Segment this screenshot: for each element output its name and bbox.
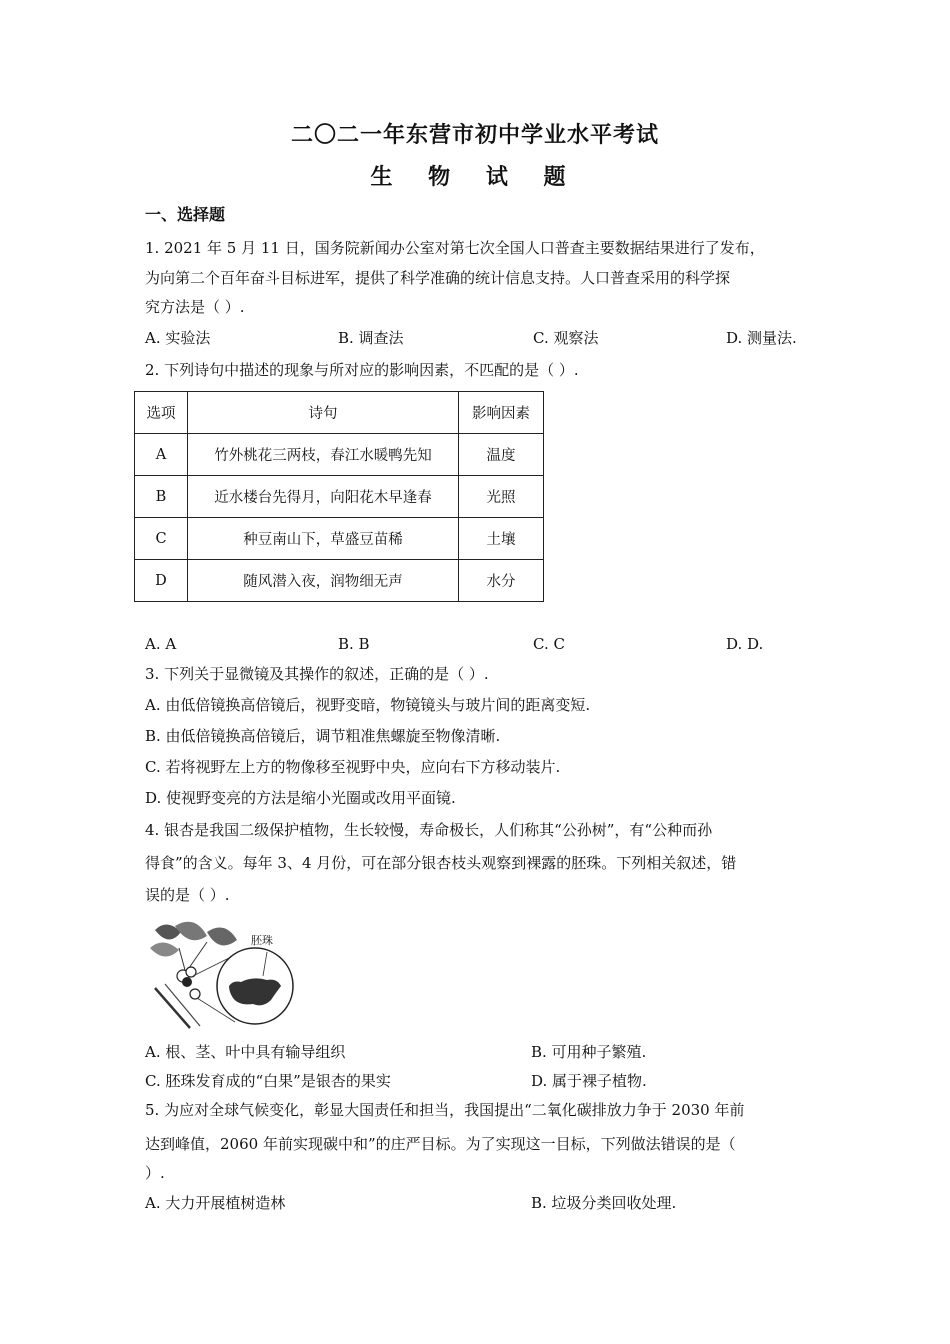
table-row	[135, 560, 544, 602]
table-row	[135, 476, 544, 518]
q1-line-2: 为向第二个百年奋斗目标进军，提供了科学准确的统计信息支持。人口普查采用的科学探	[145, 269, 731, 287]
q1-option-c: C. 观察法	[533, 329, 599, 347]
q1-line-1: 1. 2021 年 5 月 11 日，国务院新闻办公室对第七次全国人口普查主要数据结果进行了发布，	[145, 239, 765, 257]
q3-option-b: B. 由低倍镜换高倍镜后，调节粗准焦螺旋至物像清晰.	[145, 727, 501, 745]
table-header: 影响因素	[459, 392, 544, 434]
exam-subtitle: 生 物 试 题	[370, 165, 580, 190]
q3-option-d: D. 使视野变亮的方法是缩小光圈或改用平面镜.	[145, 789, 456, 807]
q2-option-b: B. B	[338, 635, 370, 653]
q2-option-d: D. D.	[726, 635, 764, 653]
table-cell: B	[135, 476, 188, 518]
table-row	[135, 518, 544, 560]
table-cell: 温度	[459, 434, 544, 476]
q4-line-3: 误的是（ ）.	[145, 886, 230, 904]
q1-option-d: D. 测量法.	[726, 329, 797, 347]
table-cell: 近水楼台先得月，向阳花木早逢春	[188, 476, 459, 518]
q5-option-b: B. 垃圾分类回收处理.	[531, 1194, 677, 1212]
q2-option-c: C. C	[533, 635, 565, 653]
exam-title: 二〇二一年东营市初中学业水平考试	[290, 123, 659, 148]
q5-line-1: 5. 为应对全球气候变化，彰显大国责任和担当，我国提出“二氧化碳排放力争于 2030 年前	[145, 1101, 745, 1119]
q5-line-2: 达到峰值，2060 年前实现碳中和”的庄严目标。为了实现这一目标，下列做法错误的是（	[145, 1135, 736, 1153]
table-cell: 光照	[459, 476, 544, 518]
q3-option-c: C. 若将视野左上方的物像移至视野中央，应向右下方移动装片.	[145, 758, 561, 776]
table-cell: D	[135, 560, 188, 602]
q5-option-a: A. 大力开展植树造林	[145, 1194, 286, 1212]
table-header: 诗句	[188, 392, 459, 434]
q5-line-3: ）.	[145, 1164, 165, 1182]
q4-option-b: B. 可用种子繁殖.	[531, 1043, 647, 1061]
table-cell: 竹外桃花三两枝，春江水暖鸭先知	[188, 434, 459, 476]
q4-option-a: A. 根、茎、叶中具有输导组织	[145, 1043, 346, 1061]
q4-option-c: C. 胚珠发育成的“白果”是银杏的果实	[145, 1072, 391, 1090]
q2-table	[134, 391, 544, 602]
figure-label: 胚珠	[251, 934, 273, 947]
q4-line-1: 4. 银杏是我国二级保护植物，生长较慢，寿命极长，人们称其“公孙树”，有“公种而孙	[145, 821, 713, 839]
q3-stem: 3. 下列关于显微镜及其操作的叙述，正确的是（ ）.	[145, 665, 489, 683]
table-cell: 种豆南山下，草盛豆苗稀	[188, 518, 459, 560]
table-cell: C	[135, 518, 188, 560]
q1-option-b: B. 调查法	[338, 329, 404, 347]
q2-stem: 2. 下列诗句中描述的现象与所对应的影响因素，不匹配的是（ ）.	[145, 361, 579, 379]
q1-line-3: 究方法是（ ）.	[145, 298, 245, 316]
q1-option-a: A. 实验法	[145, 329, 211, 347]
q4-option-d: D. 属于裸子植物.	[531, 1072, 647, 1090]
q2-option-a: A. A	[145, 635, 177, 653]
table-row	[135, 434, 544, 476]
section-heading: 一、选择题	[145, 205, 226, 224]
q3-option-a: A. 由低倍镜换高倍镜后，视野变暗，物镜镜头与玻片间的距离变短.	[145, 696, 591, 714]
table-cell: 水分	[459, 560, 544, 602]
table-cell: 土壤	[459, 518, 544, 560]
ginkgo-figure	[145, 918, 295, 1033]
table-header: 选项	[135, 392, 188, 434]
table-cell: A	[135, 434, 188, 476]
q4-line-2: 得食”的含义。每年 3、4 月份，可在部分银杏枝头观察到裸露的胚珠。下列相关叙述，错	[145, 854, 737, 872]
table-header-row	[135, 392, 544, 434]
table-cell: 随风潜入夜，润物细无声	[188, 560, 459, 602]
